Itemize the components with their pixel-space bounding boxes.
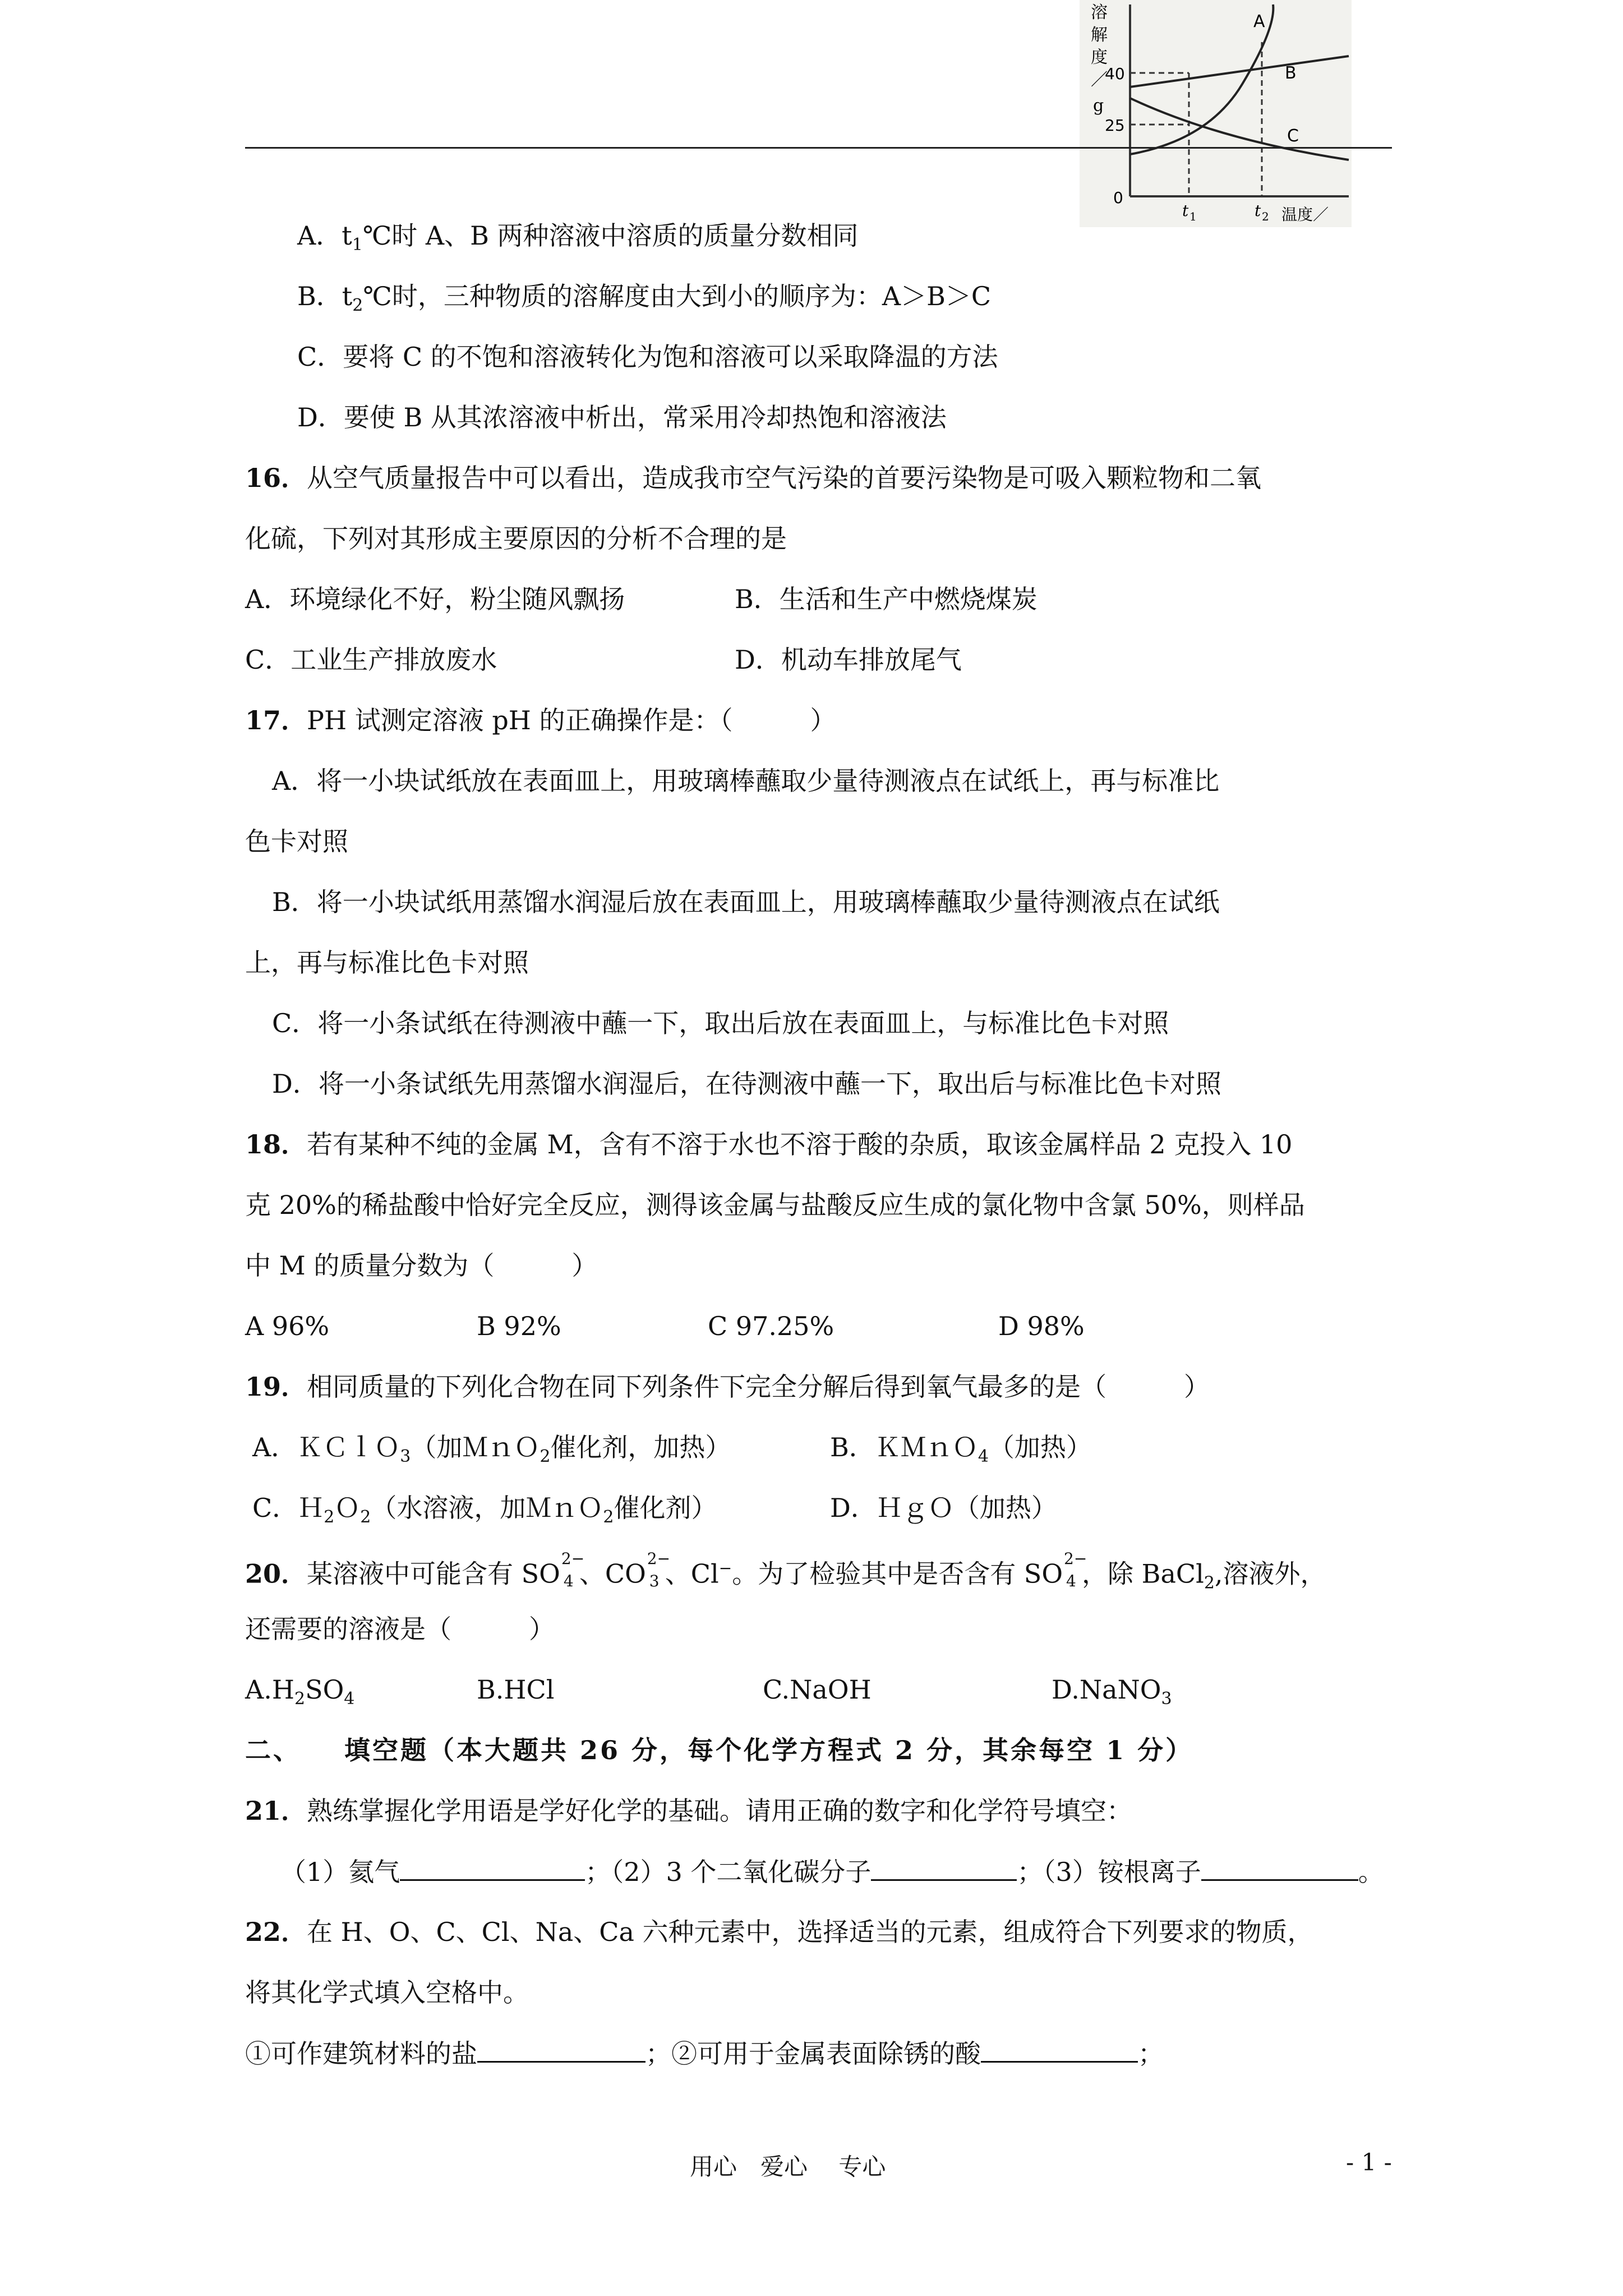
q16-option-b: B．生活和生产中燃烧煤炭: [735, 584, 1038, 614]
xlabel: 温度／: [1281, 205, 1329, 224]
q18-stem: 18．若有某种不纯的金属 M，含有不溶于水也不溶于酸的杂质，取该金属样品 2 克投入 10: [245, 1129, 1293, 1159]
ylabel-char: ／: [1091, 70, 1108, 90]
footer-motto: 用心 爱心 专心: [690, 2153, 886, 2180]
q21-blank-1[interactable]: [400, 1855, 585, 1881]
q16-option-d: D．机动车排放尾气: [735, 645, 962, 675]
q18-option-b: B 92%: [477, 1311, 561, 1341]
xtick-label: t: [1182, 201, 1189, 220]
q18-option-a: A 96%: [245, 1311, 330, 1341]
q21-blank-2[interactable]: [871, 1855, 1017, 1881]
page-number: - 1 -: [1346, 2148, 1392, 2176]
q18-stem-cont: 克 20%的稀盐酸中恰好完全反应，测得该金属与盐酸反应生成的氯化物中含氯 50%，则样品: [245, 1190, 1305, 1220]
q16-option-c: C．工业生产排放废水: [245, 645, 497, 675]
xtick-label: t: [1255, 201, 1261, 220]
q20-option-d: D.NaNO$_3$: [1052, 1674, 1172, 1709]
ylabel-char: 解: [1091, 25, 1108, 45]
q21-stem: 21．熟练掌握化学用语是学好化学的基础。请用正确的数字和化学符号填空：: [245, 1796, 1133, 1826]
q22-stem: 22．在 H、O、C、Cl、Na、Ca 六种元素中，选择适当的元素，组成符合下列要求的物质，: [245, 1917, 1313, 1947]
q17-option-a-cont: 色卡对照: [245, 826, 348, 857]
q18-option-d: D 98%: [998, 1311, 1085, 1341]
curve-label-a: A: [1253, 12, 1265, 31]
ytick-label: 25: [1105, 116, 1125, 135]
q17-option-a: A．将一小块试纸放在表面皿上，用玻璃棒蘸取少量待测液点在试纸上，再与标准比: [272, 766, 1220, 796]
section-heading-fill-in: 二、 填空题（本大题共 26 分，每个化学方程式 2 分，其余每空 1 分）: [245, 1735, 1194, 1765]
xtick-sub: 1: [1189, 210, 1197, 223]
q19-option-c: C．Ｈ$_2$Ｏ$_2$（水溶液，加ＭｎＯ$_2$催化剂）: [252, 1493, 717, 1527]
q17-option-b: B．将一小块试纸用蒸馏水润湿后放在表面皿上，用玻璃棒蘸取少量待测液点在试纸: [272, 887, 1220, 917]
q22-blank-1[interactable]: [477, 2036, 645, 2063]
q16-option-a: A．环境绿化不好，粉尘随风飘扬: [245, 584, 625, 614]
q15-option-d: D．要使 B 从其浓溶液中析出，常采用冷却热饱和溶液法: [297, 402, 947, 432]
q19-option-d: D．ＨｇＯ（加热）: [830, 1493, 1057, 1523]
q15-option-b: B．$t_2℃$时，三种物质的溶解度由大到小的顺序为：A＞B＞C: [297, 281, 992, 315]
q20-option-c: C.NaOH: [763, 1674, 872, 1705]
q18-option-c: C 97.25%: [708, 1311, 834, 1341]
solubility-graph: [1080, 0, 1352, 227]
ylabel-char: 度: [1091, 48, 1108, 67]
ytick-label: 40: [1105, 65, 1125, 83]
header-rule: [245, 147, 1392, 149]
q15-option-c: C．要将 C 的不饱和溶液转化为饱和溶液可以采取降温的方法: [297, 342, 998, 372]
q20-option-a: $A.H_2SO_4$: [245, 1674, 355, 1709]
q20-stem-cont: 还需要的溶液是（ ）: [245, 1614, 555, 1644]
q17-option-d: D．将一小条试纸先用蒸馏水润湿后，在待测液中蘸一下，取出后与标准比色卡对照: [272, 1069, 1221, 1099]
q19-option-b: B．ＫＭｎＯ$_4$（加热）: [830, 1432, 1092, 1466]
curve-label-c: C: [1287, 126, 1299, 146]
q16-stem-cont: 化硫，下列对其形成主要原因的分析不合理的是: [245, 523, 787, 554]
ylabel-char: 溶: [1091, 3, 1108, 22]
q18-stem-cont: 中 M 的质量分数为（ ）: [245, 1250, 598, 1281]
ylabel-char: g: [1093, 96, 1104, 116]
q15-option-a: A．$t_1℃$时 A、B 两种溶液中溶质的质量分数相同: [297, 220, 859, 255]
curve-label-b: B: [1285, 63, 1297, 83]
q19-stem: 19．相同质量的下列化合物在同下列条件下完全分解后得到氧气最多的是（ ）: [245, 1372, 1210, 1402]
q22-stem-cont: 将其化学式填入空格中。: [245, 1977, 529, 2008]
q22-blanks: ①可作建筑材料的盐 ；②可用于金属表面除锈的酸 ；: [245, 2036, 1164, 2070]
q17-option-b-cont: 上，再与标准比色卡对照: [245, 947, 529, 978]
xtick-sub: 2: [1262, 210, 1269, 223]
q20-option-b: B.HCl: [477, 1674, 555, 1705]
q19-option-a: A．ＫＣｌＯ$_3$（加ＭｎＯ$_2$催化剂，加热）: [252, 1432, 731, 1466]
q21-blanks: （1）氦气 ；（2）3 个二氧化碳分子 ；（3）铵根离子 。: [280, 1855, 1384, 1889]
q22-blank-2[interactable]: [981, 2036, 1138, 2063]
q16-stem: 16．从空气质量报告中可以看出，造成我市空气污染的首要污染物是可吸入颗粒物和二氧: [245, 463, 1262, 493]
q20-stem: 20．某溶液中可能含有 SO 2− 4 、CO 2− 3 、Cl−。为了检验其中是否含有 SO 2− 4 ，除 BaCl$_2$,溶液外，: [245, 1549, 1326, 1593]
q17-stem: 17．PH 试测定溶液 pH 的正确操作是：（ ）: [245, 705, 836, 735]
q21-blank-3[interactable]: [1201, 1855, 1358, 1881]
q17-option-c: C．将一小条试纸在待测液中蘸一下，取出后放在表面皿上，与标准比色卡对照: [272, 1008, 1169, 1038]
ytick-label: 0: [1113, 188, 1123, 207]
